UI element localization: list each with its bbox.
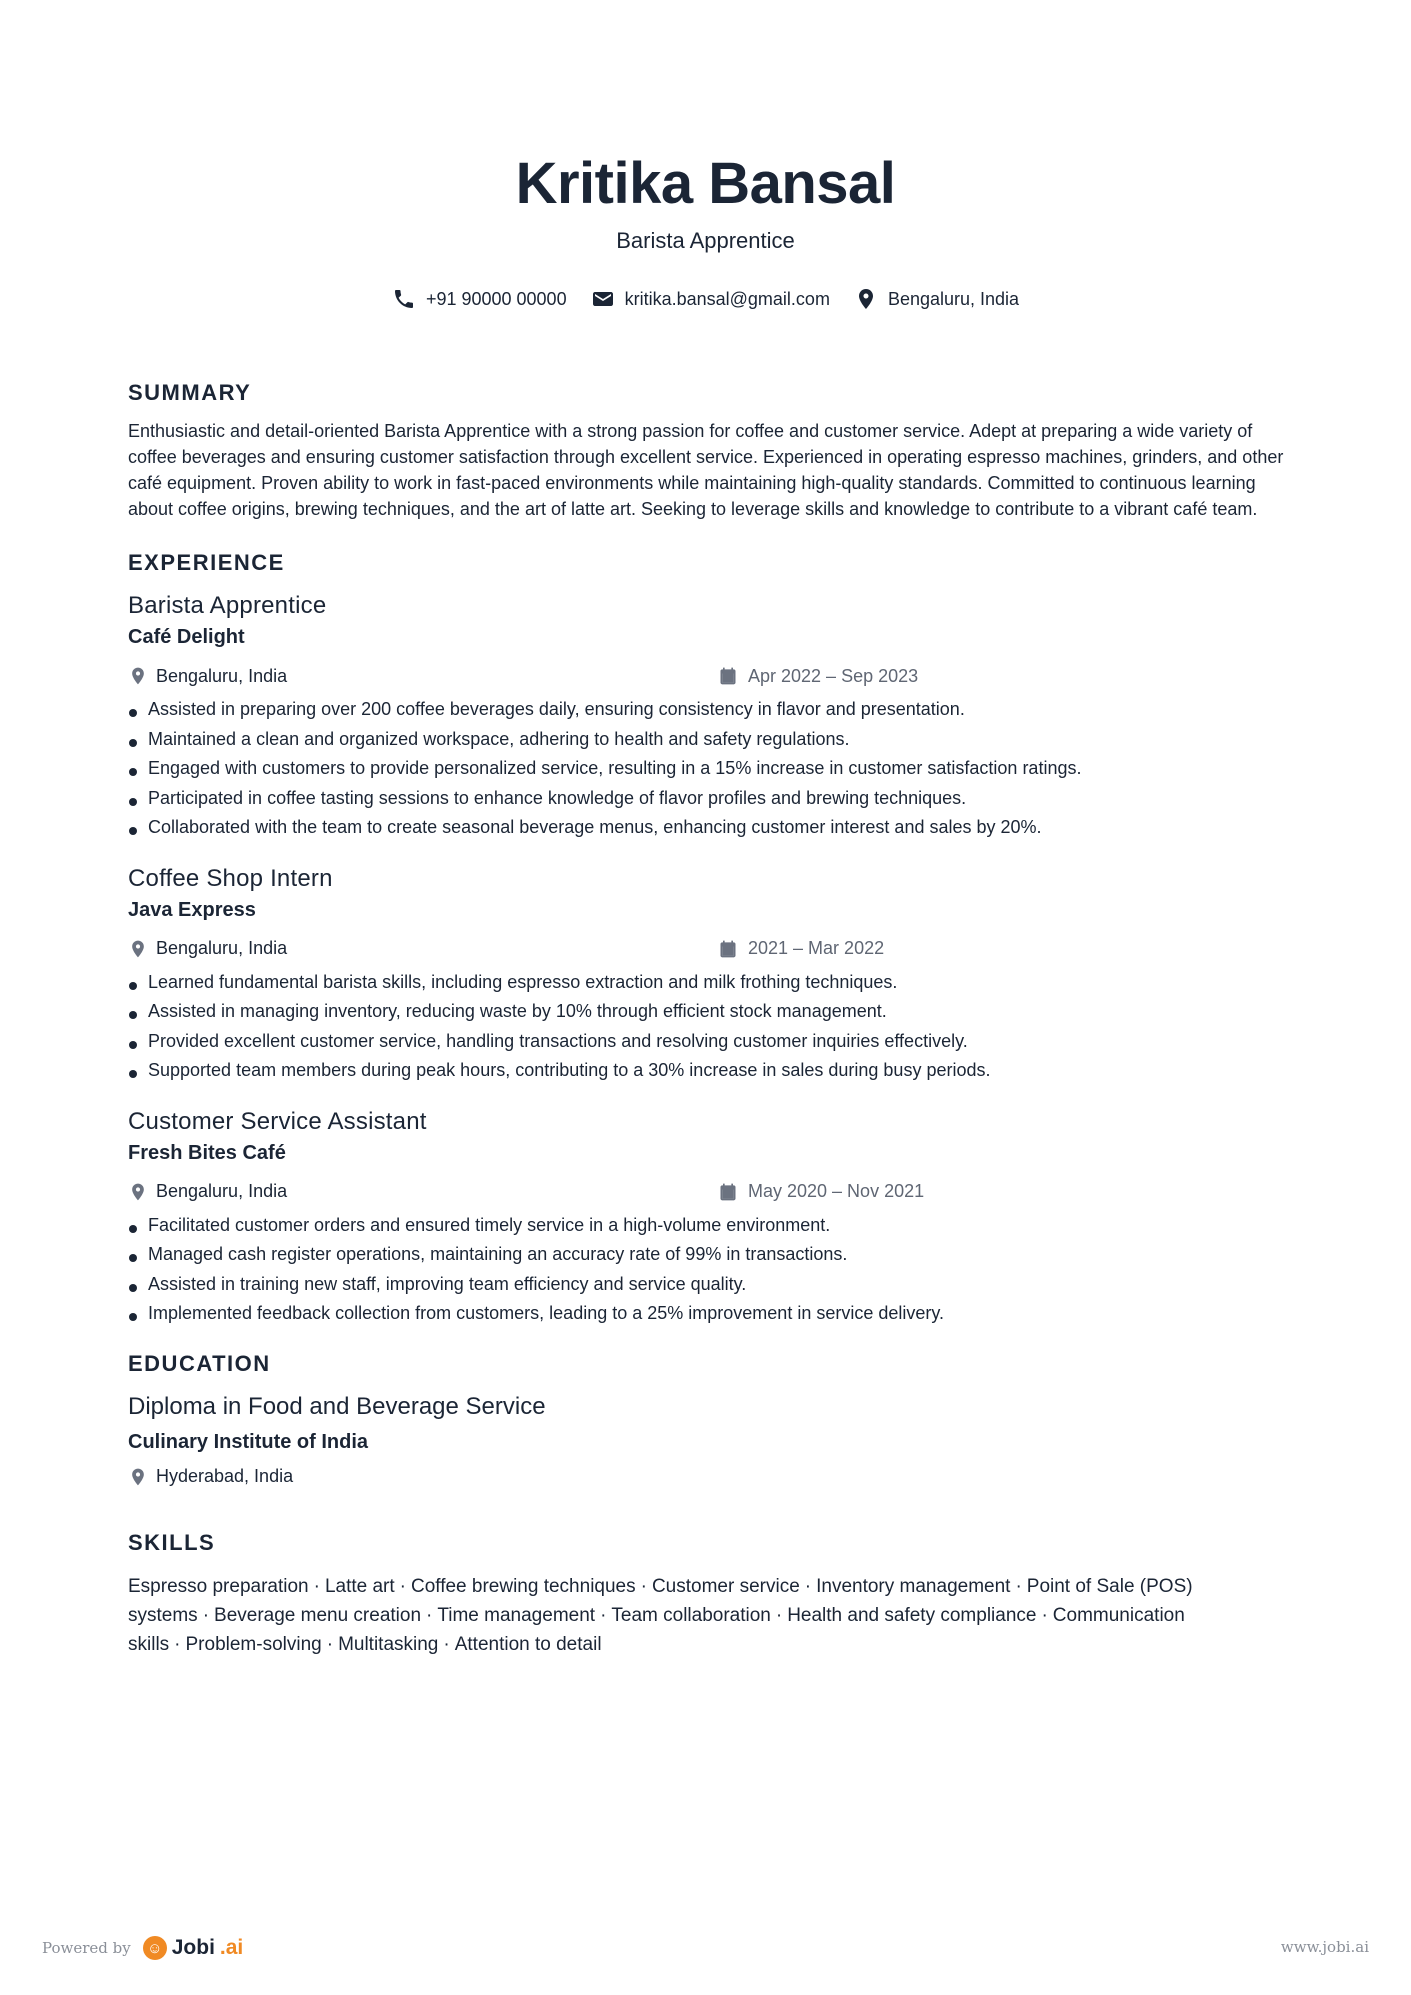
skill-separator: · <box>202 1604 210 1626</box>
skill-separator: · <box>313 1575 320 1597</box>
job-dates-text: Apr 2022 – Sep 2023 <box>748 665 919 686</box>
education-location <box>128 1466 718 1487</box>
section-title: SUMMARY <box>128 380 252 405</box>
job-bullet: Implemented feedback collection from customers, leading to a 25% improvement in service delivery. <box>128 1299 1284 1329</box>
job-bullets <box>128 695 1284 843</box>
job-location <box>128 666 718 687</box>
skill-item: Latte art <box>324 1575 395 1597</box>
section-title: SKILLS <box>128 1529 216 1555</box>
skill-item: Beverage menu creation <box>214 1604 422 1626</box>
contact-phone[interactable] <box>392 287 567 311</box>
skills-list <box>128 1572 1284 1659</box>
job-entry <box>128 1108 1284 1329</box>
skills-section <box>128 1530 1284 1659</box>
skill-separator: · <box>1015 1575 1022 1597</box>
calendar-icon <box>718 939 738 959</box>
candidate-headline: Barista Apprentice <box>616 228 795 253</box>
skill-separator: · <box>775 1604 783 1626</box>
location-pin-icon <box>128 1467 148 1487</box>
calendar-icon <box>718 666 738 686</box>
calendar-icon <box>718 1182 738 1202</box>
job-title: Barista Apprentice <box>128 592 327 619</box>
education-meta <box>128 1464 1284 1490</box>
job-location <box>128 938 718 959</box>
skill-separator: · <box>1041 1604 1048 1626</box>
contact-email[interactable] <box>591 287 830 311</box>
phone-text: +91 90000 00000 <box>425 288 567 309</box>
job-meta <box>128 1179 1284 1205</box>
education-school: Culinary Institute of India <box>128 1430 369 1453</box>
job-dates <box>718 666 918 687</box>
job-location-text: Bengaluru, India <box>156 665 288 686</box>
skill-item: Multitasking <box>338 1633 439 1655</box>
section-title: EDUCATION <box>128 1350 271 1376</box>
job-location-text: Bengaluru, India <box>156 1181 288 1201</box>
skill-item: Point of Sale (POS) systems <box>128 1575 1193 1626</box>
skill-item: Attention to detail <box>454 1633 602 1655</box>
job-list <box>128 592 1284 1329</box>
education-degree: Diploma in Food and Beverage Service <box>128 1392 546 1420</box>
job-bullet: Assisted in managing inventory, reducing waste by 10% through efficient stock management. <box>128 997 1284 1027</box>
job-company: Java Express <box>128 898 256 921</box>
job-bullet: Participated in coffee tasting sessions to enhance knowledge of flavor profiles and brewing techniques. <box>128 784 1284 814</box>
job-bullet: Assisted in preparing over 200 coffee beverages daily, ensuring consistency in flavor and presentation. <box>128 695 1284 725</box>
job-bullets <box>128 968 1284 1086</box>
job-bullet: Facilitated customer orders and ensured timely service in a high-volume environment. <box>128 1211 1284 1241</box>
skill-item: Health and safety compliance <box>787 1604 1037 1626</box>
job-title: Coffee Shop Intern <box>128 864 333 892</box>
candidate-name: Kritika Bansal <box>515 151 896 216</box>
summary-section <box>128 380 1284 522</box>
resume-content <box>128 380 1284 1687</box>
skill-item: Customer service <box>651 1575 800 1597</box>
jobi-logo-icon: ☺ <box>143 1936 167 1960</box>
job-company: Café Delight <box>128 626 245 648</box>
location-pin-icon <box>128 939 148 959</box>
skill-item: Team collaboration <box>611 1604 771 1626</box>
logo-suffix-text: .ai <box>219 1936 244 1959</box>
footer-website[interactable]: www.jobi.ai <box>1280 1938 1369 1956</box>
footer-powered-by <box>42 1936 243 1960</box>
job-bullet: Supported team members during peak hours, contributing to a 30% increase in sales during busy periods. <box>128 1056 1284 1086</box>
job-dates <box>718 938 884 959</box>
logo-main-text: Jobi <box>171 1936 215 1959</box>
job-entry <box>128 592 1284 843</box>
skill-item: Inventory management <box>816 1575 1011 1597</box>
skill-item: Time management <box>437 1604 596 1626</box>
job-company: Fresh Bites Café <box>128 1141 286 1164</box>
skill-item: Coffee brewing techniques <box>410 1575 636 1597</box>
skill-separator: · <box>174 1633 181 1655</box>
location-pin-icon <box>854 287 878 311</box>
section-title: EXPERIENCE <box>128 550 285 575</box>
summary-text: Enthusiastic and detail-oriented Barista Apprentice with a strong passion for coffee and customer service. Adept at preparing a wide variety of coffee beverages and ensuring customer satisfaction through excellent service. Experienced in operating espresso machines, grinders, and other café equipment. Proven ability to work in fast-paced environments while maintaining high-quality standards. Committed to continuous learning about coffee origins, brewing techniques, and the art of latte art. Seeking to leverage skills and knowledge to contribute to a vibrant café team. <box>128 421 1284 519</box>
job-entry <box>128 865 1284 1086</box>
job-dates-text: May 2020 – Nov 2021 <box>748 1181 925 1201</box>
job-bullet: Learned fundamental barista skills, including espresso extraction and milk frothing techniques. <box>128 968 1284 998</box>
location-pin-icon <box>128 666 148 686</box>
skill-separator: · <box>426 1604 433 1626</box>
email-text: kritika.bansal@gmail.com <box>624 288 830 309</box>
experience-section <box>128 550 1284 1329</box>
phone-icon <box>392 287 416 311</box>
job-bullet: Engaged with customers to provide personalized service, resulting in a 15% increase in customer satisfaction ratings. <box>128 754 1284 784</box>
skill-separator: · <box>640 1575 647 1597</box>
job-location-text: Bengaluru, India <box>156 938 288 958</box>
education-location-text: Hyderabad, India <box>156 1466 294 1486</box>
job-dates-text: 2021 – Mar 2022 <box>748 938 885 958</box>
job-meta <box>128 936 1284 962</box>
skill-item: Problem-solving <box>185 1633 322 1655</box>
job-bullets <box>128 1211 1284 1329</box>
job-bullet: Assisted in training new staff, improving team efficiency and service quality. <box>128 1270 1284 1300</box>
education-section <box>128 1351 1284 1490</box>
skill-separator: · <box>600 1604 607 1626</box>
job-dates <box>718 1181 924 1202</box>
skill-item: Espresso preparation <box>128 1575 309 1597</box>
skill-item: Communication skills <box>128 1604 1185 1655</box>
job-bullet: Provided excellent customer service, handling transactions and resolving customer inquiries effectively. <box>128 1027 1284 1057</box>
job-meta <box>128 663 1284 689</box>
jobi-logo[interactable] <box>143 1936 244 1960</box>
contact-location <box>854 287 1019 311</box>
skill-separator: · <box>443 1633 450 1655</box>
skill-separator: · <box>804 1575 812 1597</box>
job-location <box>128 1181 718 1202</box>
location-text: Bengaluru, India <box>887 288 1020 309</box>
skill-separator: · <box>326 1633 334 1655</box>
skill-separator: · <box>399 1575 406 1597</box>
powered-by-label: Powered by <box>42 1939 131 1957</box>
email-icon <box>591 287 615 311</box>
location-pin-icon <box>128 1182 148 1202</box>
job-bullet: Maintained a clean and organized workspace, adhering to health and safety regulations. <box>128 725 1284 755</box>
job-title: Customer Service Assistant <box>128 1107 427 1135</box>
job-bullet: Collaborated with the team to create seasonal beverage menus, enhancing customer interest and sales by 20%. <box>128 813 1284 843</box>
job-bullet: Managed cash register operations, maintaining an accuracy rate of 99% in transactions. <box>128 1240 1284 1270</box>
contact-bar <box>0 287 1411 311</box>
